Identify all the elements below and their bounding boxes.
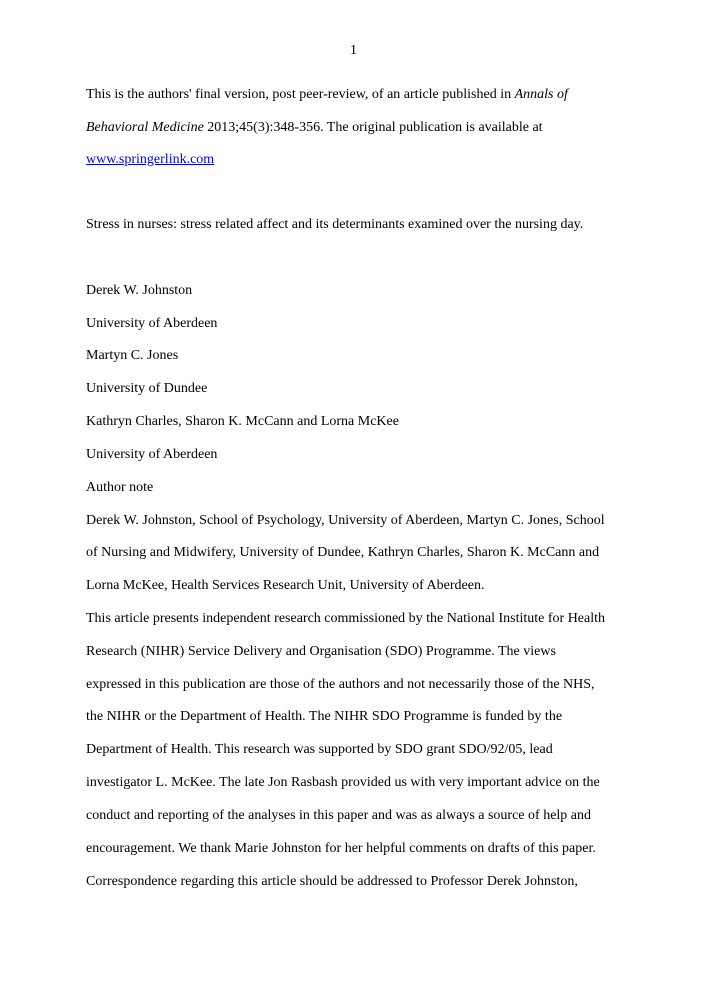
author-line: Kathryn Charles, Sharon K. McCann and Lorna McKee	[86, 414, 399, 429]
funding-line: expressed in this publication are those of the authors and not necessarily those of the NHS,	[86, 677, 595, 692]
funding-line: Research (NIHR) Service Delivery and Organisation (SDO) Programme. The views	[86, 644, 556, 659]
journal-name-part-2: Behavioral Medicine	[86, 120, 204, 135]
funding-line: encouragement. We thank Marie Johnston for her helpful comments on drafts of this paper.	[86, 841, 596, 856]
journal-name-part-1: Annals of	[514, 87, 568, 102]
springerlink-link[interactable]: www.springerlink.com	[86, 152, 215, 167]
article-title: Stress in nurses: stress related affect and its determinants examined over the nursing day.	[86, 217, 584, 232]
author-line: Derek W. Johnston	[86, 283, 193, 298]
notice-text: This is the authors' final version, post peer-review, of an article published in	[86, 87, 515, 102]
author-note-line: Lorna McKee, Health Services Research Unit, University of Aberdeen.	[86, 578, 485, 593]
funding-line: investigator L. McKee. The late Jon Rasbash provided us with very important advice on the	[86, 775, 600, 790]
author-note-line: of Nursing and Midwifery, University of Dundee, Kathryn Charles, Sharon K. McCann and	[86, 545, 600, 560]
author-note-heading: Author note	[86, 480, 154, 495]
correspondence-line: Correspondence regarding this article should be addressed to Professor Derek Johnston,	[86, 874, 578, 889]
citation-text: 2013;45(3):348-356. The original publication is available at	[203, 120, 543, 135]
page-number: 1	[350, 43, 357, 58]
publication-notice-line-2	[86, 120, 626, 136]
author-note-line: Derek W. Johnston, School of Psychology, University of Aberdeen, Martyn C. Jones, School	[86, 513, 605, 528]
funding-line: This article presents independent research commissioned by the National Institute for Health	[86, 611, 606, 626]
funding-line: conduct and reporting of the analyses in this paper and was as always a source of help and	[86, 808, 592, 823]
publication-notice-line-1	[86, 87, 626, 103]
affiliation-line: University of Dundee	[86, 381, 208, 396]
funding-line: the NIHR or the Department of Health. The NIHR SDO Programme is funded by the	[86, 709, 563, 724]
publication-link-line	[86, 152, 626, 168]
author-line: Martyn C. Jones	[86, 348, 179, 363]
affiliation-line: University of Aberdeen	[86, 316, 218, 331]
funding-line: Department of Health. This research was supported by SDO grant SDO/92/05, lead	[86, 742, 553, 757]
affiliation-line: University of Aberdeen	[86, 447, 218, 462]
